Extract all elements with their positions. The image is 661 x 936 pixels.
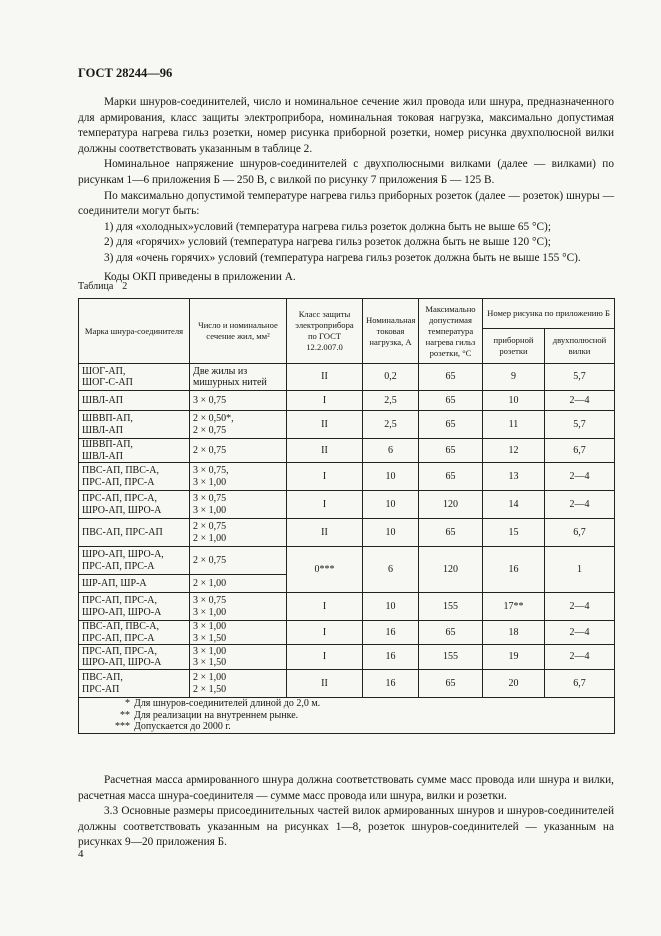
cell-cores: 2 × 0,75 2 × 1,00: [190, 519, 287, 547]
cell-temp: 65: [419, 670, 483, 698]
cell-figure-plug: 1: [545, 547, 615, 593]
cell-figure-plug: 2—4: [545, 491, 615, 519]
cell-figure-plug: 6,7: [545, 439, 615, 463]
cell-figure-plug: 5,7: [545, 411, 615, 439]
cell-temp: 65: [419, 463, 483, 491]
cell-class: I: [287, 645, 363, 670]
intro-paragraph: Марки шнуров-соединителей, число и номинальное сечение жил провода или шнура, предназначенного для армирования, класс защиты электроприбора, номинальная токовая нагрузка, максимально допустимая температура нагрева гильз розетки, номер рисунка приборной розетки, номер рисунка двухполюсной вилки должны соответствовать указанным в таблице 2.: [78, 96, 614, 155]
header-mark: Марка шнура-соединителя: [79, 299, 190, 364]
cell-figure-socket: 13: [483, 463, 545, 491]
cell-cores: 3 × 1,00 3 × 1,50: [190, 621, 287, 645]
header-figure-plug: двухполюсной вилки: [545, 329, 615, 364]
cell-current: 2,5: [363, 411, 419, 439]
intro-list-item: 1) для «холодных»условий (температура нагрева гильз розеток должна быть не выше 65 °C);: [104, 220, 551, 233]
cell-figure-plug: 6,7: [545, 670, 615, 698]
intro-paragraph: По максимально допустимой температуре нагрева гильз приборных розеток (далее — розеток) шнуры — соединители могут быть:: [78, 189, 614, 218]
table-row: [79, 593, 615, 621]
cell-cores: 3 × 0,75, 3 × 1,00: [190, 463, 287, 491]
cell-cores: 3 × 1,00 3 × 1,50: [190, 645, 287, 670]
table-note: * Для шнуров-соединителей длиной до 2,0 м.: [125, 698, 321, 709]
cell-class: I: [287, 463, 363, 491]
table-row: [79, 411, 615, 439]
cell-figure-socket: 18: [483, 621, 545, 645]
table-row: [79, 621, 615, 645]
cell-figure-socket: 10: [483, 391, 545, 411]
cell-class: I: [287, 391, 363, 411]
cell-figure-socket: 11: [483, 411, 545, 439]
cell-current: 6: [363, 439, 419, 463]
cell-figure-plug: 2—4: [545, 593, 615, 621]
cell-temp: 65: [419, 391, 483, 411]
cell-figure-socket: 20: [483, 670, 545, 698]
cell-class: II: [287, 411, 363, 439]
cell-cores: 2 × 0,75: [190, 547, 287, 575]
cell-figure-plug: 5,7: [545, 364, 615, 391]
cell-mark: ШРО-АП, ШРО-А, ПРС-АП, ПРС-А: [79, 547, 190, 575]
cell-class: I: [287, 621, 363, 645]
cell-figure-socket: 16: [483, 547, 545, 593]
table-row: [79, 491, 615, 519]
page-number: 4: [78, 848, 84, 860]
cell-figure-plug: 6,7: [545, 519, 615, 547]
cell-cores: 2 × 1,00: [190, 575, 287, 593]
cell-current: 16: [363, 621, 419, 645]
cell-temp: 65: [419, 364, 483, 391]
cell-class: II: [287, 670, 363, 698]
table-notes: [79, 698, 615, 734]
cell-mark: ПВС-АП, ПВС-А, ПРС-АП, ПРС-А: [79, 463, 190, 491]
cell-temp: 155: [419, 593, 483, 621]
cell-cores: 2 × 1,00 2 × 1,50: [190, 670, 287, 698]
intro-paragraph: Коды ОКП приведены в приложении А.: [104, 270, 296, 283]
cell-temp: 120: [419, 547, 483, 593]
cord-table: [78, 298, 615, 734]
cell-current: 10: [363, 491, 419, 519]
cell-current: 6: [363, 547, 419, 593]
cell-current: 16: [363, 645, 419, 670]
cell-temp: 155: [419, 645, 483, 670]
document-code: ГОСТ 28244—96: [78, 66, 173, 80]
cell-class: I: [287, 491, 363, 519]
cell-figure-socket: 17**: [483, 593, 545, 621]
after-text: [78, 773, 614, 851]
cell-cores: 2 × 0,50*, 2 × 0,75: [190, 411, 287, 439]
header-figure-group: Номер рисунка по приложению Б: [483, 299, 615, 329]
cell-figure-socket: 12: [483, 439, 545, 463]
cell-temp: 65: [419, 621, 483, 645]
intro-list-item: 3) для «очень горячих» условий (температура нагрева гильз розеток должна быть не выше 155 °C).: [104, 251, 581, 264]
intro-text: [78, 95, 614, 285]
cell-figure-socket: 19: [483, 645, 545, 670]
header-class: Класс защиты электроприбора по ГОСТ 12.2.007.0: [287, 299, 363, 364]
cell-current: 10: [363, 463, 419, 491]
cell-mark: ПРС-АП, ПРС-А, ШРО-АП, ШРО-А: [79, 645, 190, 670]
table-row: [79, 547, 615, 575]
cell-class: II: [287, 364, 363, 391]
cell-current: 2,5: [363, 391, 419, 411]
cell-figure-plug: 2—4: [545, 391, 615, 411]
cell-mark: ПВС-АП, ПВС-А, ПРС-АП, ПРС-А: [79, 621, 190, 645]
intro-list-item: 2) для «горячих» условий (температура нагрева гильз розеток должна быть не выше 120 °C);: [104, 236, 551, 249]
cell-mark: ПВС-АП, ПРС-АП: [79, 670, 190, 698]
table-row: [79, 463, 615, 491]
cell-class: 0***: [287, 547, 363, 593]
cell-temp: 65: [419, 411, 483, 439]
cell-figure-socket: 14: [483, 491, 545, 519]
cell-mark: ШВВП-АП, ШВЛ-АП: [79, 439, 190, 463]
cell-current: 10: [363, 593, 419, 621]
table-caption: Таблица 2: [78, 281, 128, 292]
cell-cores: 3 × 0,75: [190, 391, 287, 411]
cell-cores: 3 × 0,75 3 × 1,00: [190, 593, 287, 621]
table-note: ** Для реализации на внутреннем рынке.: [120, 709, 299, 721]
table-row: [79, 391, 615, 411]
cell-mark: ШВЛ-АП: [79, 391, 190, 411]
cell-mark: ШОГ-АП, ШОГ-С-АП: [79, 364, 190, 391]
cell-mark: ПРС-АП, ПРС-А, ШРО-АП, ШРО-А: [79, 593, 190, 621]
table-note: *** Допускается до 2000 г.: [115, 721, 231, 732]
cell-class: II: [287, 439, 363, 463]
cell-current: 10: [363, 519, 419, 547]
cell-current: 16: [363, 670, 419, 698]
cell-mark: ПВС-АП, ПРС-АП: [79, 519, 190, 547]
cell-cores: 3 × 0,75 3 × 1,00: [190, 491, 287, 519]
cell-mark: ПРС-АП, ПРС-А, ШРО-АП, ШРО-А: [79, 491, 190, 519]
cell-class: I: [287, 593, 363, 621]
cell-figure-plug: 2—4: [545, 645, 615, 670]
table-row: [79, 519, 615, 547]
header-figure-socket: приборной розетки: [483, 329, 545, 364]
header-current: Номинальная токовая нагрузка, А: [363, 299, 419, 364]
header-cores: Число и номинальное сечение жил, мм²: [190, 299, 287, 364]
cell-figure-plug: 2—4: [545, 463, 615, 491]
table-row: [79, 645, 615, 670]
intro-paragraph: Номинальное напряжение шнуров-соединителей с двухполюсными вилками (далее — вилками) по рисункам 1—6 приложения Б — 250 В, с вилкой по рисунку 7 приложения Б — 125 В.: [78, 158, 614, 186]
cell-temp: 65: [419, 439, 483, 463]
cell-temp: 65: [419, 519, 483, 547]
cell-mark: ШВВП-АП, ШВЛ-АП: [79, 411, 190, 439]
header-temp: Максимально допустимая температура нагрева гильз розетки, °C: [419, 299, 483, 364]
cell-figure-plug: 2—4: [545, 621, 615, 645]
cell-cores: Две жилы из мишурных нитей: [190, 364, 287, 391]
after-paragraph: Расчетная масса армированного шнура должна соответствовать сумме масс провода или шнура и вилки, расчетная масса шнура-соединителя — сумме масс провода или шнура, вилки и розетки.: [78, 774, 614, 802]
table-row: [79, 364, 615, 391]
after-paragraph: 3.3 Основные размеры присоединительных частей вилок армированных шнуров и шнуров-соединителей должны соответствовать указанным на рисунках 1—8, розеток шнуров-соединителей — указанным на рисунках 9—20 приложения Б.: [78, 805, 614, 849]
cell-mark: ШР-АП, ШР-А: [79, 575, 190, 593]
table-row: [79, 670, 615, 698]
cell-cores: 2 × 0,75: [190, 439, 287, 463]
cell-class: II: [287, 519, 363, 547]
cell-figure-socket: 15: [483, 519, 545, 547]
cell-current: 0,2: [363, 364, 419, 391]
cell-figure-socket: 9: [483, 364, 545, 391]
table-row: [79, 439, 615, 463]
cell-temp: 120: [419, 491, 483, 519]
